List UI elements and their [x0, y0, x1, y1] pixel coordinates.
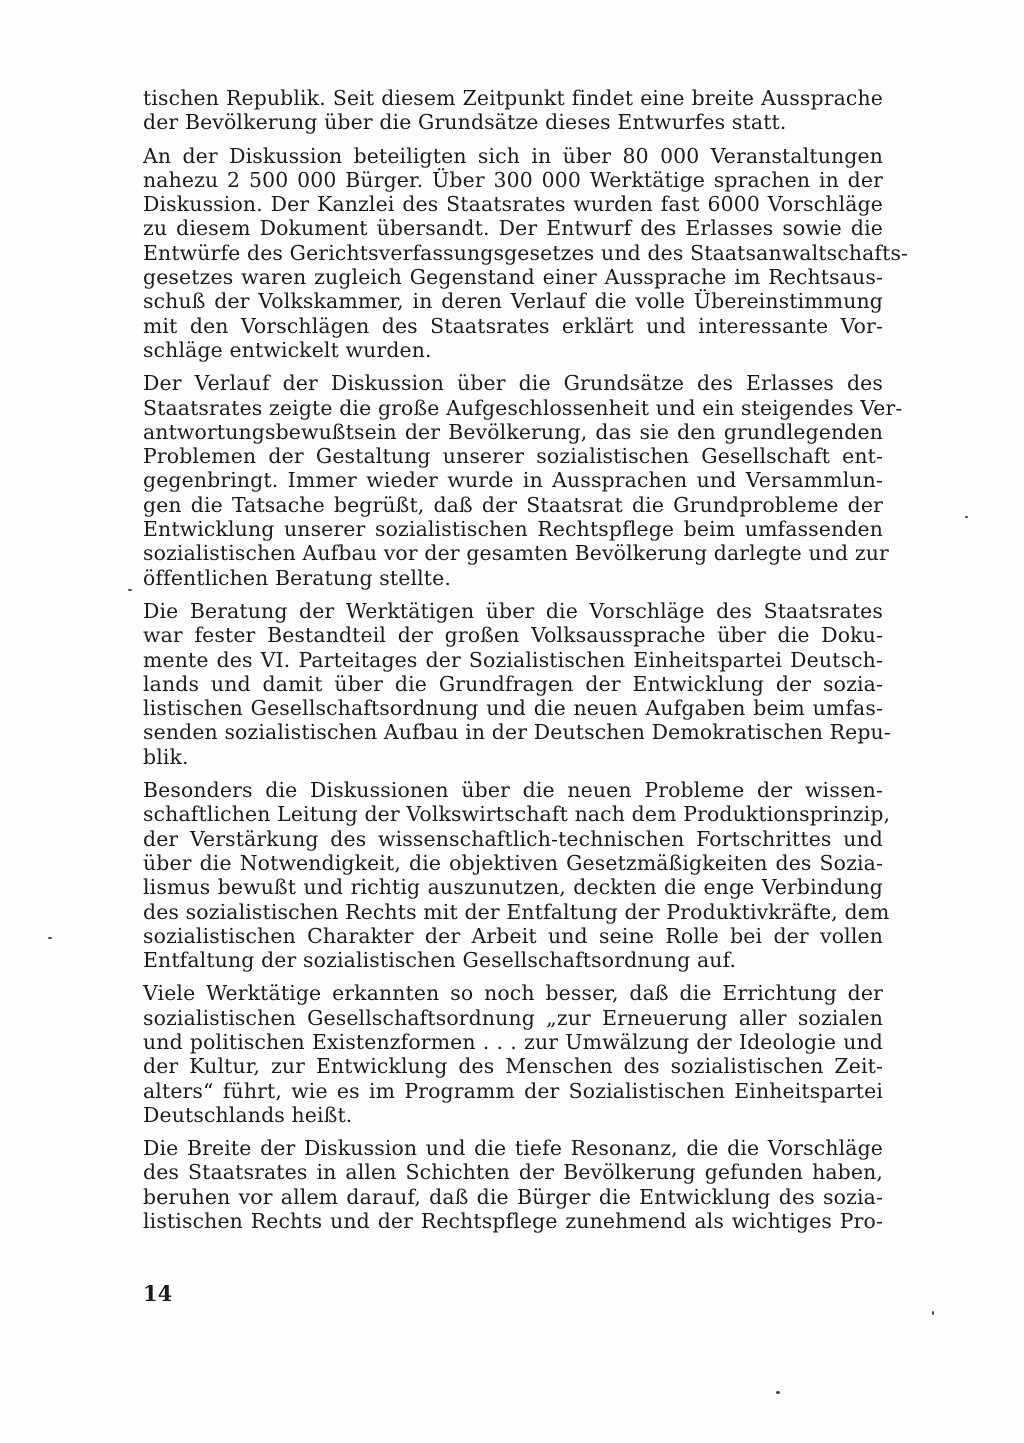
- paragraph: [143, 371, 903, 590]
- text-line: Besonders die Diskussionen über die neuen Probleme der wissen-: [143, 778, 883, 803]
- paragraph: [143, 1136, 883, 1233]
- text-line: Viele Werktätige erkannten so noch besser, daß die Errichtung der: [143, 981, 883, 1006]
- text-line: mit den Vorschlägen des Staatsrates erklärt und interessante Vor-: [143, 313, 883, 338]
- text-line: alters“ führt, wie es im Programm der Sozialistischen Einheitspartei: [143, 1078, 883, 1103]
- scan-speck: [965, 516, 968, 518]
- text-line: listischen Gesellschaftsordnung und die neuen Aufgaben beim umfas-: [143, 696, 883, 721]
- text-line: mente des VI. Parteitages der Sozialistischen Einheitspartei Deutsch-: [143, 647, 883, 672]
- scan-speck: [932, 1311, 934, 1315]
- text-line: Problemen der Gestaltung unserer sozialistischen Gesellschaft ent-: [143, 444, 883, 469]
- text-line: Deutschlands heißt.: [143, 1102, 353, 1127]
- text-line: senden sozialistischen Aufbau in der Deutschen Demokratischen Repu-: [143, 720, 891, 745]
- text-line: Diskussion. Der Kanzlei des Staatsrates wurden fast 6000 Vorschläge: [143, 192, 883, 217]
- text-line: gegenbringt. Immer wieder wurde in Aussprachen und Versammlun-: [143, 468, 883, 493]
- scan-speck: [776, 1391, 780, 1394]
- text-line: Entfaltung der sozialistischen Gesellschaftsordnung auf.: [143, 948, 737, 973]
- text-line: sozialistischen Charakter der Arbeit und seine Rolle bei der vollen: [143, 923, 883, 948]
- text-line: Staatsrates zeigte die große Aufgeschlossenheit und ein steigendes Ver-: [143, 395, 903, 420]
- text-line: der Verstärkung des wissenschaftlich-technischen Fortschrittes und: [143, 826, 883, 851]
- text-line: schläge entwickelt wurden.: [143, 337, 432, 362]
- body-text: [143, 86, 909, 1242]
- text-line: der Kultur, zur Entwicklung des Menschen des sozialistischen Zeit-: [143, 1054, 883, 1079]
- text-line: lismus bewußt und richtig auszunutzen, deckten die enge Verbindung: [143, 875, 883, 900]
- text-line: sozialistischen Aufbau vor der gesamten Bevölkerung darlegte und zur: [143, 541, 889, 566]
- text-line: blik.: [143, 744, 189, 769]
- text-line: Entwürfe des Gerichtsverfassungsgesetzes und des Staatsanwaltschafts-: [143, 240, 909, 265]
- text-line: beruhen vor allem darauf, daß die Bürger die Entwicklung des sozia-: [143, 1184, 883, 1209]
- paragraph: [143, 143, 909, 363]
- text-line: schaftlichen Leitung der Volkswirtschaft nach dem Produktionsprinzip,: [143, 802, 891, 827]
- text-line: Die Breite der Diskussion und die tiefe Resonanz, die die Vorschläge: [143, 1136, 883, 1161]
- text-line: war fester Bestandteil der großen Volksaussprache über die Doku-: [143, 623, 883, 648]
- text-line: listischen Rechts und der Rechtspflege zunehmend als wichtiges Pro-: [143, 1209, 883, 1234]
- text-line: der Bevölkerung über die Grundsätze dieses Entwurfes statt.: [143, 110, 787, 135]
- text-line: zu diesem Dokument übersandt. Der Entwurf des Erlasses sowie die: [143, 216, 883, 241]
- text-line: tischen Republik. Seit diesem Zeitpunkt findet eine breite Aussprache: [143, 86, 883, 110]
- text-line: An der Diskussion beteiligten sich in über 80 000 Veranstaltungen: [143, 143, 883, 168]
- paragraph: [143, 598, 891, 769]
- text-line: sozialistischen Gesellschaftsordnung „zur Erneuerung aller sozialen: [143, 1005, 883, 1030]
- paragraph: [143, 778, 891, 973]
- text-line: und politischen Existenzformen . . . zur Umwälzung der Ideologie und: [143, 1029, 883, 1054]
- page-number: 14: [143, 1281, 173, 1306]
- text-line: schuß der Volkskammer, in deren Verlauf die volle Übereinstimmung: [143, 289, 883, 314]
- scan-speck: [48, 937, 52, 939]
- scan-speck: [128, 589, 132, 591]
- text-line: des Staatsrates in allen Schichten der Bevölkerung gefunden haben,: [143, 1160, 883, 1185]
- text-line: antwortungsbewußtsein der Bevölkerung, das sie den grundlegenden: [143, 419, 883, 444]
- paragraph: [143, 86, 883, 135]
- text-line: über die Notwendigkeit, die objektiven Gesetzmäßigkeiten des Sozia-: [143, 850, 883, 875]
- text-line: Die Beratung der Werktätigen über die Vorschläge des Staatsrates: [143, 598, 883, 623]
- text-line: nahezu 2 500 000 Bürger. Über 300 000 Werktätige sprachen in der: [143, 167, 883, 192]
- text-line: Der Verlauf der Diskussion über die Grundsätze des Erlasses des: [143, 371, 883, 396]
- text-line: lands und damit über die Grundfragen der Entwicklung der sozia-: [143, 671, 883, 696]
- text-line: Entwicklung unserer sozialistischen Rechtspflege beim umfassenden: [143, 517, 883, 542]
- text-line: gen die Tatsache begrüßt, daß der Staatsrat die Grundprobleme der: [143, 492, 883, 517]
- paragraph: [143, 981, 883, 1127]
- text-line: gesetzes waren zugleich Gegenstand einer Aussprache im Rechtsaus-: [143, 265, 883, 290]
- text-line: öffentlichen Beratung stellte.: [143, 565, 451, 590]
- text-line: des sozialistischen Rechts mit der Entfaltung der Produktivkräfte, dem: [143, 899, 890, 924]
